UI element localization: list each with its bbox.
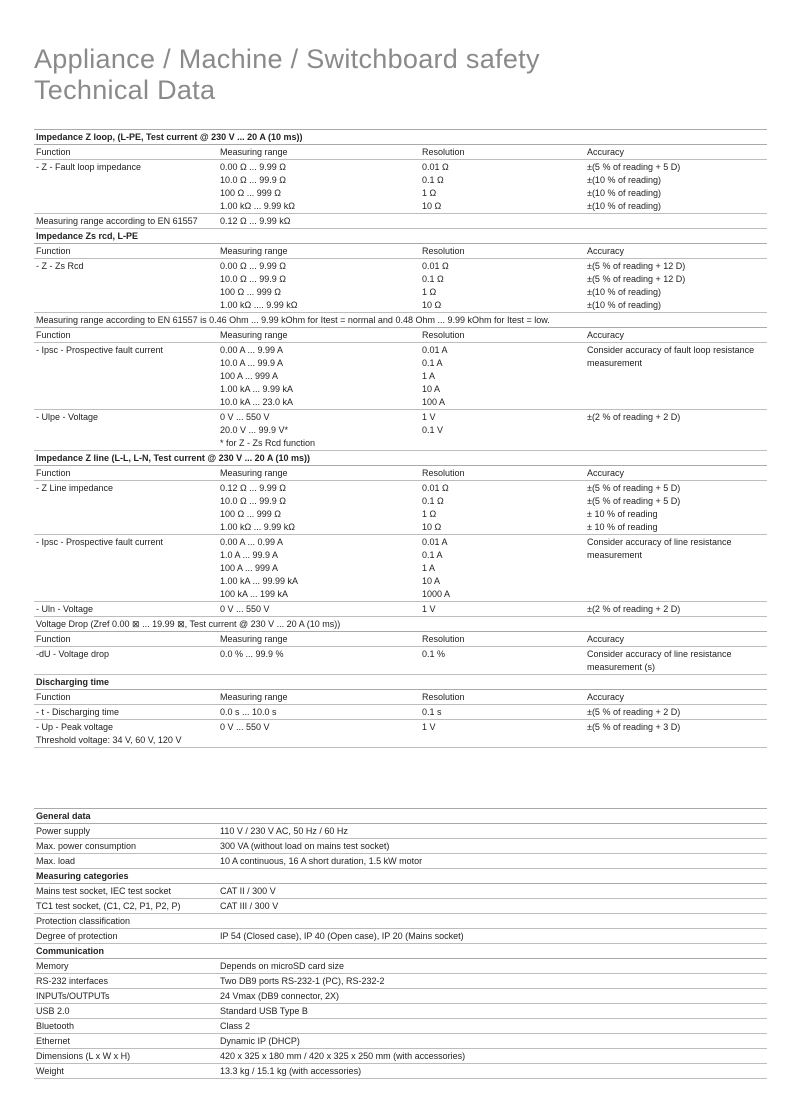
range-value: 10.0 Ω ... 99.9 Ω (220, 274, 286, 284)
general-section-heading-row (34, 944, 767, 959)
range-value: 10.0 kA ... 23.0 kA (220, 397, 294, 407)
spec-row (34, 1004, 767, 1019)
column-header-resolution: Resolution (420, 244, 585, 259)
page-title (34, 44, 540, 106)
cell-function (34, 259, 218, 313)
spec-row (34, 1034, 767, 1049)
function-value: - Z - Fault loop impedance (36, 162, 142, 172)
column-header-range: Measuring range (218, 328, 420, 343)
column-header-function: Function (34, 145, 218, 160)
spec-row (34, 1049, 767, 1064)
cell-range (218, 720, 420, 748)
range-value: 0.0 % ... 99.9 % (220, 649, 284, 659)
column-header-accuracy: Accuracy (585, 466, 767, 481)
cell-resolution (420, 647, 585, 675)
general-data-body (34, 809, 767, 1079)
spec-label: TC1 test socket, (C1, C2, P1, P2, P) (34, 899, 218, 914)
range-value: 100 Ω ... 999 Ω (220, 287, 281, 297)
spec-row (34, 884, 767, 899)
column-header-function: Function (34, 328, 218, 343)
spec-value: 420 x 325 x 180 mm / 420 x 325 x 250 mm (with accessories) (218, 1049, 767, 1064)
en61557-range-row (34, 214, 767, 229)
range-value: 100 A ... 999 A (220, 563, 279, 573)
cell-resolution (420, 602, 585, 617)
column-header-row (34, 466, 767, 481)
range-value: 1.0 A ... 99.9 A (220, 550, 279, 560)
technical-data-table (34, 129, 767, 748)
cell-resolution (420, 410, 585, 451)
resolution-value: 1 Ω (422, 509, 437, 519)
cell-accuracy (585, 410, 767, 451)
resolution-value: 10 A (422, 384, 441, 394)
section-heading: Impedance Zs rcd, L-PE (34, 229, 767, 244)
cell-resolution (420, 259, 585, 313)
accuracy-value: ±(10 % of reading) (587, 175, 661, 185)
range-value: 10.0 Ω ... 99.9 Ω (220, 496, 286, 506)
resolution-value: 10 Ω (422, 522, 442, 532)
cell-accuracy (585, 602, 767, 617)
range-value: 1.00 kΩ ... 9.99 kΩ (220, 201, 295, 211)
accuracy-value: ±(5 % of reading + 5 D) (587, 162, 681, 172)
resolution-value: 0.01 Ω (422, 483, 449, 493)
function-value: Threshold voltage: 34 V, 60 V, 120 V (36, 735, 182, 745)
range-value: 0.00 A ... 0.99 A (220, 537, 284, 547)
en61557-value: 0.12 Ω ... 9.99 kΩ (218, 214, 767, 229)
spec-label: Weight (34, 1064, 218, 1079)
spec-label: Ethernet (34, 1034, 218, 1049)
cell-range (218, 259, 420, 313)
data-row (34, 705, 767, 720)
cell-accuracy (585, 259, 767, 313)
accuracy-value: ±(10 % of reading) (587, 188, 661, 198)
cell-resolution (420, 535, 585, 602)
accuracy-value: ±(5 % of reading + 3 D) (587, 722, 681, 732)
column-header-range: Measuring range (218, 632, 420, 647)
spec-value (218, 914, 767, 929)
accuracy-value: ±(10 % of reading) (587, 300, 661, 310)
section-heading-row (34, 451, 767, 466)
cell-function (34, 343, 218, 410)
spec-row (34, 989, 767, 1004)
range-value: 100 A ... 999 A (220, 371, 279, 381)
spec-label: Max. power consumption (34, 839, 218, 854)
range-value: 0 V ... 550 V (220, 412, 270, 422)
spec-label: USB 2.0 (34, 1004, 218, 1019)
column-header-resolution: Resolution (420, 145, 585, 160)
spec-value: 13.3 kg / 15.1 kg (with accessories) (218, 1064, 767, 1079)
spec-row (34, 959, 767, 974)
section-heading-row (34, 675, 767, 690)
spec-label: Degree of protection (34, 929, 218, 944)
data-row (34, 410, 767, 451)
range-value: 1.00 kΩ .... 9.99 kΩ (220, 300, 298, 310)
spec-row (34, 1019, 767, 1034)
function-value: - Ulpe - Voltage (36, 412, 99, 422)
spec-value: 24 Vmax (DB9 connector, 2X) (218, 989, 767, 1004)
spec-label: INPUTs/OUTPUTs (34, 989, 218, 1004)
spec-value: IP 54 (Closed case), IP 40 (Open case), IP 20 (Mains socket) (218, 929, 767, 944)
spec-value: Depends on microSD card size (218, 959, 767, 974)
cell-function (34, 481, 218, 535)
cell-function (34, 602, 218, 617)
column-header-range: Measuring range (218, 690, 420, 705)
general-data-table (34, 808, 767, 1079)
resolution-value: 0.01 A (422, 537, 448, 547)
function-value: - Z - Zs Rcd (36, 261, 84, 271)
spec-value: 110 V / 230 V AC, 50 Hz / 60 Hz (218, 824, 767, 839)
resolution-value: 0.1 A (422, 550, 443, 560)
function-value: - Uln - Voltage (36, 604, 94, 614)
spec-row (34, 974, 767, 989)
accuracy-value: ±(5 % of reading + 2 D) (587, 707, 681, 717)
column-header-accuracy: Accuracy (585, 244, 767, 259)
range-value: 0.00 Ω ... 9.99 Ω (220, 261, 286, 271)
column-header-range: Measuring range (218, 244, 420, 259)
general-section-heading-row (34, 869, 767, 884)
range-value: 0.0 s ... 10.0 s (220, 707, 277, 717)
en61557-label: Measuring range according to EN 61557 (34, 214, 218, 229)
accuracy-value: ±(2 % of reading + 2 D) (587, 604, 681, 614)
range-value: 1.00 kA ... 9.99 kA (220, 384, 294, 394)
range-value: 0.12 Ω ... 9.99 Ω (220, 483, 286, 493)
cell-accuracy (585, 481, 767, 535)
range-value: 0.00 A ... 9.99 A (220, 345, 284, 355)
title-line-1: Appliance / Machine / Switchboard safety (34, 44, 540, 74)
section-heading-row (34, 130, 767, 145)
spec-value: CAT II / 300 V (218, 884, 767, 899)
resolution-value: 1000 A (422, 589, 451, 599)
section-heading: Discharging time (34, 675, 767, 690)
cell-accuracy (585, 647, 767, 675)
spec-value: Two DB9 ports RS-232-1 (PC), RS-232-2 (218, 974, 767, 989)
accuracy-value: ± 10 % of reading (587, 509, 658, 519)
resolution-value: 0.1 Ω (422, 496, 444, 506)
column-header-row (34, 145, 767, 160)
accuracy-value: ±(10 % of reading) (587, 287, 661, 297)
accuracy-value: Consider accuracy of line resistance measurement (s) (587, 649, 732, 672)
cell-function (34, 647, 218, 675)
resolution-value: 10 Ω (422, 201, 442, 211)
section-heading: Impedance Z loop, (L-PE, Test current @ 230 V ... 20 A (10 ms)) (34, 130, 767, 145)
spec-label: Mains test socket, IEC test socket (34, 884, 218, 899)
column-header-range: Measuring range (218, 466, 420, 481)
accuracy-value: ±(10 % of reading) (587, 201, 661, 211)
resolution-value: 0.01 A (422, 345, 448, 355)
column-header-resolution: Resolution (420, 466, 585, 481)
resolution-value: 1 A (422, 371, 436, 381)
cell-range (218, 602, 420, 617)
range-value: 0.00 Ω ... 9.99 Ω (220, 162, 286, 172)
cell-range (218, 343, 420, 410)
spec-value: 10 A continuous, 16 A short duration, 1.5 kW motor (218, 854, 767, 869)
resolution-value: 1 V (422, 412, 436, 422)
spec-label: Protection classification (34, 914, 218, 929)
resolution-value: 1 Ω (422, 287, 437, 297)
spec-label: Bluetooth (34, 1019, 218, 1034)
range-value: 10.0 A ... 99.9 A (220, 358, 284, 368)
function-value: -dU - Voltage drop (36, 649, 110, 659)
spec-label: RS-232 interfaces (34, 974, 218, 989)
cell-range (218, 705, 420, 720)
accuracy-value: ±(5 % of reading + 5 D) (587, 483, 681, 493)
data-row (34, 535, 767, 602)
column-header-function: Function (34, 466, 218, 481)
data-row (34, 720, 767, 748)
spec-value: CAT III / 300 V (218, 899, 767, 914)
general-section-heading: Communication (34, 944, 767, 959)
column-header-resolution: Resolution (420, 328, 585, 343)
spec-label: Dimensions (L x W x H) (34, 1049, 218, 1064)
resolution-value: 0.1 V (422, 425, 444, 435)
cell-function (34, 705, 218, 720)
spec-row (34, 839, 767, 854)
accuracy-value: ±(5 % of reading + 12 D) (587, 274, 686, 284)
cell-function (34, 720, 218, 748)
resolution-value: 1 V (422, 604, 436, 614)
function-value: - Z Line impedance (36, 483, 114, 493)
technical-data-body (34, 130, 767, 748)
resolution-value: 10 A (422, 576, 441, 586)
section-heading-row (34, 229, 767, 244)
general-section-heading: General data (34, 809, 767, 824)
column-header-resolution: Resolution (420, 690, 585, 705)
en61557-note-row (34, 313, 767, 328)
spec-row (34, 929, 767, 944)
data-row (34, 647, 767, 675)
cell-resolution (420, 481, 585, 535)
accuracy-value: ±(5 % of reading + 12 D) (587, 261, 686, 271)
column-header-resolution: Resolution (420, 632, 585, 647)
general-section-heading: Measuring categories (34, 869, 767, 884)
cell-range (218, 160, 420, 214)
data-row (34, 259, 767, 313)
accuracy-value: Consider accuracy of line resistance measurement (587, 537, 732, 560)
spec-value: Standard USB Type B (218, 1004, 767, 1019)
spec-label: Max. load (34, 854, 218, 869)
data-row (34, 481, 767, 535)
cell-accuracy (585, 343, 767, 410)
section-heading-row (34, 617, 767, 632)
spec-row (34, 824, 767, 839)
range-value: 1.00 kA ... 99.99 kA (220, 576, 299, 586)
resolution-value: 1 V (422, 722, 436, 732)
spec-row (34, 854, 767, 869)
spec-label: Power supply (34, 824, 218, 839)
resolution-value: 0.01 Ω (422, 162, 449, 172)
title-line-2: Technical Data (34, 75, 216, 105)
column-header-accuracy: Accuracy (585, 690, 767, 705)
column-header-row (34, 328, 767, 343)
range-value: 1.00 kΩ ... 9.99 kΩ (220, 522, 295, 532)
accuracy-value: ±(2 % of reading + 2 D) (587, 412, 681, 422)
spec-row (34, 914, 767, 929)
column-header-accuracy: Accuracy (585, 145, 767, 160)
column-header-row (34, 690, 767, 705)
column-header-range: Measuring range (218, 145, 420, 160)
resolution-value: 0.1 A (422, 358, 443, 368)
cell-function (34, 410, 218, 451)
range-value: 100 kA ... 199 kA (220, 589, 289, 599)
section-heading: Voltage Drop (Zref 0.00 ⊠ ... 19.99 ⊠, Test current @ 230 V ... 20 A (10 ms)) (34, 617, 767, 632)
cell-accuracy (585, 705, 767, 720)
accuracy-value: ± 10 % of reading (587, 522, 658, 532)
resolution-value: 100 A (422, 397, 446, 407)
cell-function (34, 160, 218, 214)
cell-accuracy (585, 160, 767, 214)
en61557-note: Measuring range according to EN 61557 is 0.46 Ohm ... 9.99 kOhm for Itest = normal and 0.48 Ohm ... 9.99 kOhm for Itest = low. (34, 313, 767, 328)
range-value: 0 V ... 550 V (220, 722, 270, 732)
function-value: - Up - Peak voltage (36, 722, 114, 732)
resolution-value: 1 Ω (422, 188, 437, 198)
data-row (34, 602, 767, 617)
spec-row (34, 899, 767, 914)
column-header-row (34, 632, 767, 647)
cell-resolution (420, 343, 585, 410)
range-value: * for Z - Zs Rcd function (220, 438, 316, 448)
column-header-function: Function (34, 244, 218, 259)
range-value: 100 Ω ... 999 Ω (220, 188, 281, 198)
spec-value: Dynamic IP (DHCP) (218, 1034, 767, 1049)
column-header-function: Function (34, 690, 218, 705)
column-header-accuracy: Accuracy (585, 632, 767, 647)
function-value: - Ipsc - Prospective fault current (36, 345, 164, 355)
accuracy-value: ±(5 % of reading + 5 D) (587, 496, 681, 506)
column-header-row (34, 244, 767, 259)
spec-value: Class 2 (218, 1019, 767, 1034)
cell-resolution (420, 160, 585, 214)
spec-value: 300 VA (without load on mains test socket) (218, 839, 767, 854)
resolution-value: 0.1 % (422, 649, 446, 659)
spec-row (34, 1064, 767, 1079)
spec-label: Memory (34, 959, 218, 974)
resolution-value: 0.1 s (422, 707, 442, 717)
general-section-heading-row (34, 809, 767, 824)
function-value: - t - Discharging time (36, 707, 120, 717)
column-header-accuracy: Accuracy (585, 328, 767, 343)
data-row (34, 160, 767, 214)
cell-function (34, 535, 218, 602)
cell-accuracy (585, 535, 767, 602)
resolution-value: 10 Ω (422, 300, 442, 310)
column-header-function: Function (34, 632, 218, 647)
cell-resolution (420, 705, 585, 720)
cell-range (218, 481, 420, 535)
function-value: - Ipsc - Prospective fault current (36, 537, 164, 547)
range-value: 100 Ω ... 999 Ω (220, 509, 281, 519)
range-value: 0 V ... 550 V (220, 604, 270, 614)
range-value: 10.0 Ω ... 99.9 Ω (220, 175, 286, 185)
resolution-value: 0.1 Ω (422, 175, 444, 185)
cell-range (218, 647, 420, 675)
data-row (34, 343, 767, 410)
cell-range (218, 410, 420, 451)
cell-range (218, 535, 420, 602)
resolution-value: 0.1 Ω (422, 274, 444, 284)
accuracy-value: Consider accuracy of fault loop resistance measurement (587, 345, 755, 368)
cell-resolution (420, 720, 585, 748)
cell-accuracy (585, 720, 767, 748)
range-value: 20.0 V ... 99.9 V* (220, 425, 289, 435)
resolution-value: 1 A (422, 563, 436, 573)
section-heading: Impedance Z line (L-L, L-N, Test current @ 230 V ... 20 A (10 ms)) (34, 451, 767, 466)
resolution-value: 0.01 Ω (422, 261, 449, 271)
